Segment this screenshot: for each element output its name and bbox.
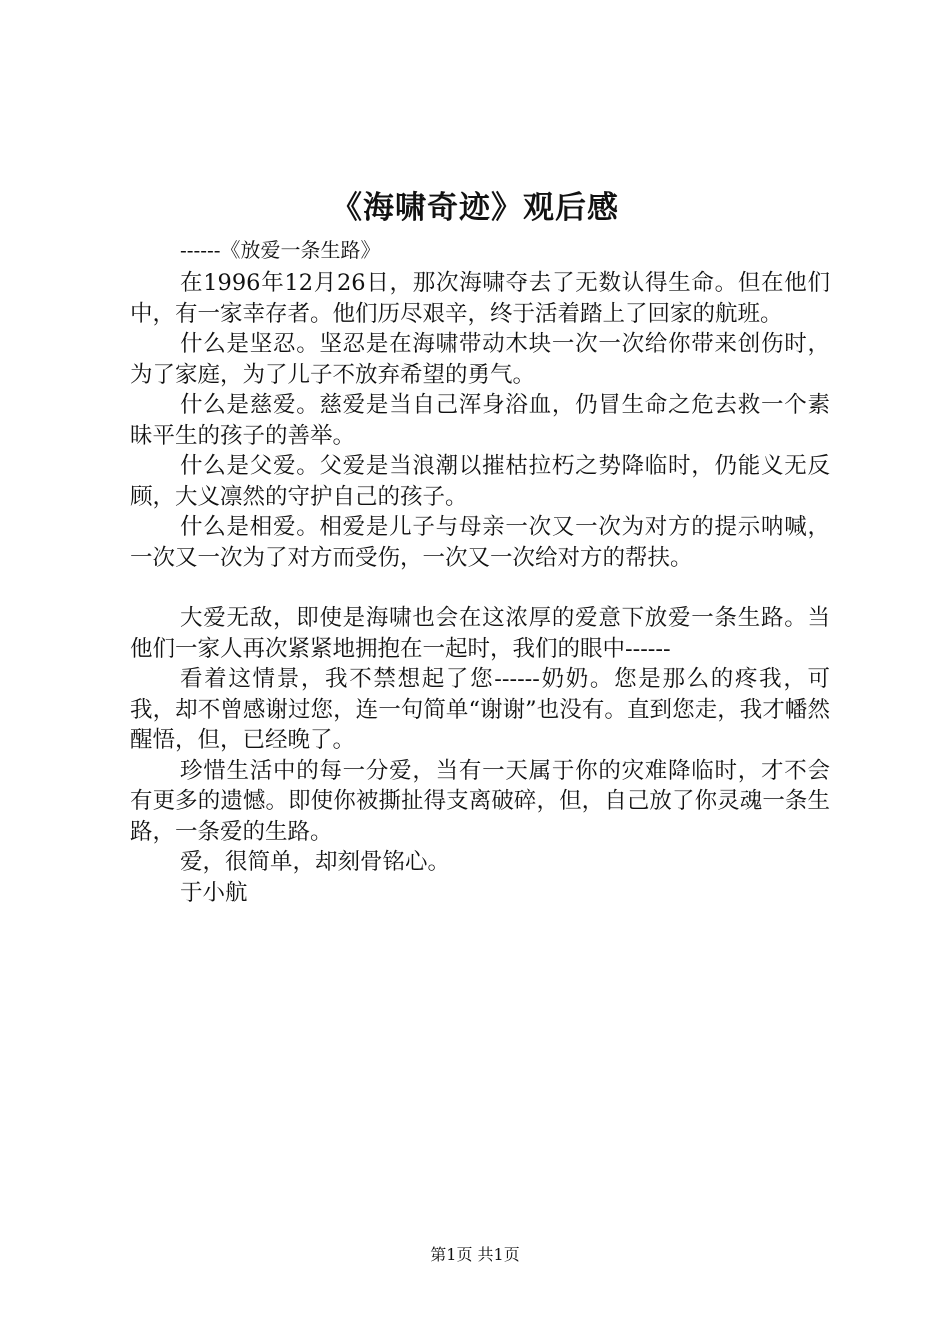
paragraph: 珍惜生活中的每一分爱，当有一天属于你的灾难降临时，才不会有更多的遗憾。即使你被撕扯得支离破碎，但，自己放了你灵魂一条生路，一条爱的生路。 xyxy=(130,757,830,845)
paragraph: 什么是相爱。相爱是儿子与母亲一次又一次为对方的提示呐喊，一次又一次为了对方而受伤，一次又一次给对方的帮扶。 xyxy=(130,514,830,571)
document-body xyxy=(130,268,830,908)
paragraph: 什么是父爱。父爱是当浪潮以摧枯拉朽之势降临时，仍能义无反顾，大义凛然的守护自己的孩子。 xyxy=(130,453,830,510)
blank-line xyxy=(130,573,830,603)
paragraph: 什么是坚忍。坚忍是在海啸带动木块一次一次给你带来创伤时，为了家庭，为了儿子不放弃希望的勇气。 xyxy=(130,331,830,388)
page-footer: 第1页 共1页 xyxy=(430,1245,520,1264)
paragraph: 在1996年12月26日，那次海啸夺去了无数认得生命。但在他们中，有一家幸存者。他们历尽艰辛，终于活着踏上了回家的航班。 xyxy=(130,270,830,327)
paragraph: 什么是慈爱。慈爱是当自己浑身浴血，仍冒生命之危去救一个素昧平生的孩子的善举。 xyxy=(130,392,830,449)
paragraph: 大爱无敌，即使是海啸也会在这浓厚的爱意下放爱一条生路。当他们一家人再次紧紧地拥抱在一起时，我们的眼中------ xyxy=(130,605,830,662)
author-name: 于小航 xyxy=(180,879,248,906)
paragraph: 看着这情景，我不禁想起了您------奶奶。您是那么的疼我，可我，却不曾感谢过您，连一句简单“谢谢”也没有。直到您走，我才幡然醒悟，但，已经晚了。 xyxy=(130,666,830,753)
document-title: 《海啸奇迹》观后感 xyxy=(331,190,619,226)
paragraph: 爱，很简单，却刻骨铭心。 xyxy=(180,849,451,875)
document-subtitle: ------《放爱一条生路》 xyxy=(180,238,381,262)
